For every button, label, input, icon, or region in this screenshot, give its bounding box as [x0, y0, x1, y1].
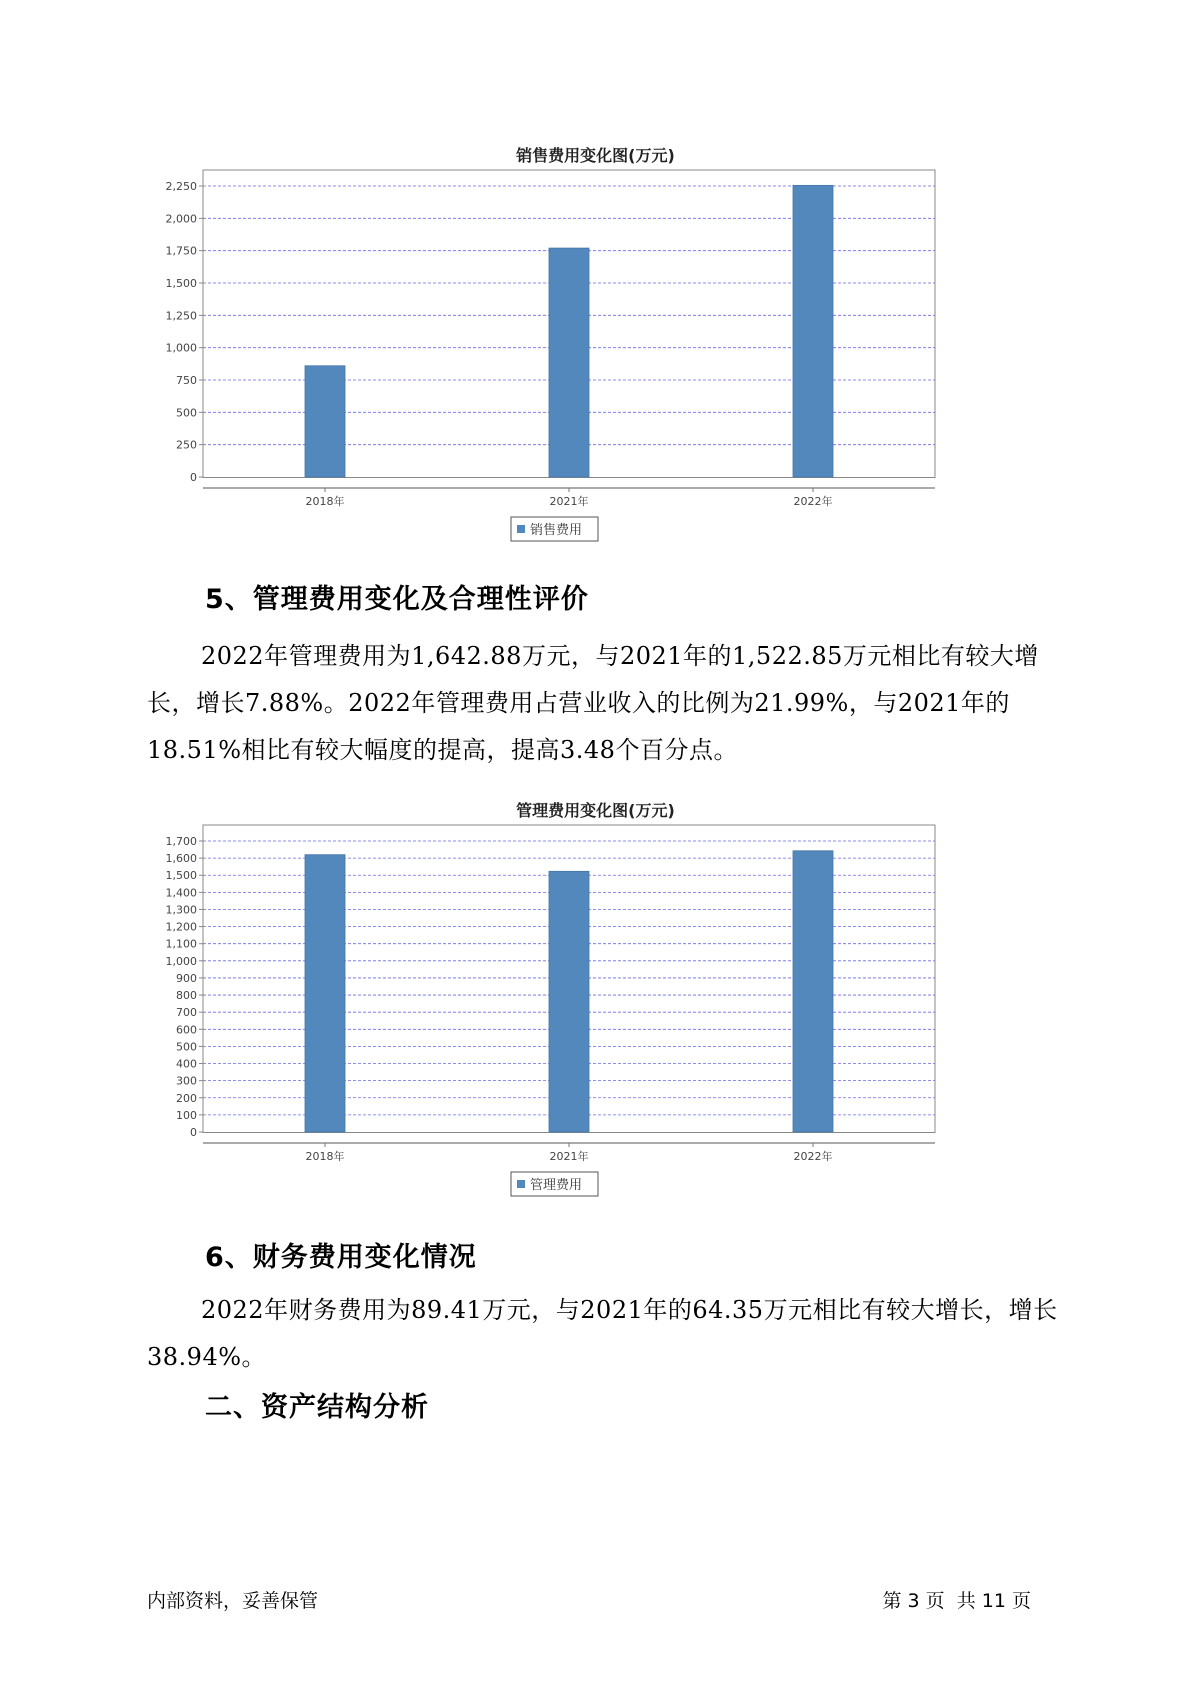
y-tick-label: 1,700: [165, 835, 197, 848]
footer-page-number: 第 3 页 共 11 页: [882, 1590, 1031, 1612]
y-tick-label: 1,500: [165, 869, 197, 883]
section5-heading: 5、管理费用变化及合理性评价: [205, 584, 589, 615]
y-tick-label: 1,600: [165, 852, 197, 866]
y-tick-label: 1,750: [165, 244, 197, 258]
bar: [305, 855, 345, 1132]
legend-swatch: [517, 525, 525, 533]
x-tick-label: 2018年: [305, 1150, 345, 1163]
bar: [305, 366, 345, 477]
y-tick-label: 1,100: [165, 937, 197, 951]
x-tick-label: 2022年: [793, 1150, 833, 1163]
section6-paragraph: [147, 1287, 1062, 1381]
y-tick-label: 700: [176, 1006, 197, 1020]
y-tick-label: 2,000: [165, 212, 197, 226]
legend-label: 管理费用: [530, 1178, 583, 1193]
y-tick-label: 500: [176, 1040, 197, 1054]
section5-text: 2022年管理费用为1,642.88万元，与2021年的1,522.85万元相比有较大增长，增长7.88%。2022年管理费用占营业收入的比例为21.99%，与2021年的18.51%相比有较大幅度的提高，提高3.48个百分点。: [147, 642, 1039, 764]
x-tick-label: 2021年: [549, 1150, 589, 1163]
y-tick-label: 1,000: [165, 341, 197, 355]
y-tick-label: 250: [176, 438, 197, 452]
section6-text: 2022年财务费用为89.41万元，与2021年的64.35万元相比有较大增长，增长38.94%。: [147, 1296, 1058, 1371]
section-two-heading: 二、资产结构分析: [205, 1392, 429, 1423]
footer-left: 内部资料，妥善保管: [147, 1590, 319, 1612]
x-tick-label: 2018年: [305, 495, 345, 508]
bar: [793, 851, 833, 1132]
y-tick-label: 200: [176, 1091, 197, 1105]
y-tick-label: 1,250: [165, 309, 197, 323]
y-tick-label: 500: [176, 406, 197, 420]
admin-expense-chart-title: 管理费用变化图(万元): [516, 801, 675, 820]
x-tick-label: 2021年: [549, 495, 589, 508]
bar: [549, 871, 589, 1132]
x-tick-label: 2022年: [793, 495, 833, 508]
y-tick-label: 1,200: [165, 920, 197, 934]
admin-expense-chart: [140, 815, 1040, 1205]
y-tick-label: 1,000: [165, 954, 197, 968]
y-tick-label: 400: [176, 1057, 197, 1071]
y-tick-label: 750: [176, 374, 197, 387]
y-tick-label: 1,400: [165, 886, 197, 900]
sales-expense-chart: [140, 160, 1040, 550]
y-tick-label: 300: [176, 1074, 197, 1088]
y-tick-label: 0: [190, 471, 197, 484]
bar: [793, 185, 833, 477]
y-tick-label: 100: [176, 1108, 197, 1122]
y-tick-label: 2,250: [165, 180, 197, 193]
legend-swatch: [517, 1180, 525, 1188]
y-tick-label: 800: [176, 989, 197, 1003]
y-tick-label: 600: [176, 1023, 197, 1037]
y-tick-label: 1,500: [165, 277, 197, 290]
y-tick-label: 900: [176, 971, 197, 985]
y-tick-label: 0: [190, 1126, 197, 1139]
bar: [549, 248, 589, 477]
section5-paragraph: [147, 633, 1062, 774]
legend-label: 销售费用: [530, 523, 583, 538]
section6-heading: 6、财务费用变化情况: [205, 1242, 477, 1273]
sales-expense-chart-title: 销售费用变化图(万元): [516, 146, 675, 165]
y-tick-label: 1,300: [165, 903, 197, 917]
